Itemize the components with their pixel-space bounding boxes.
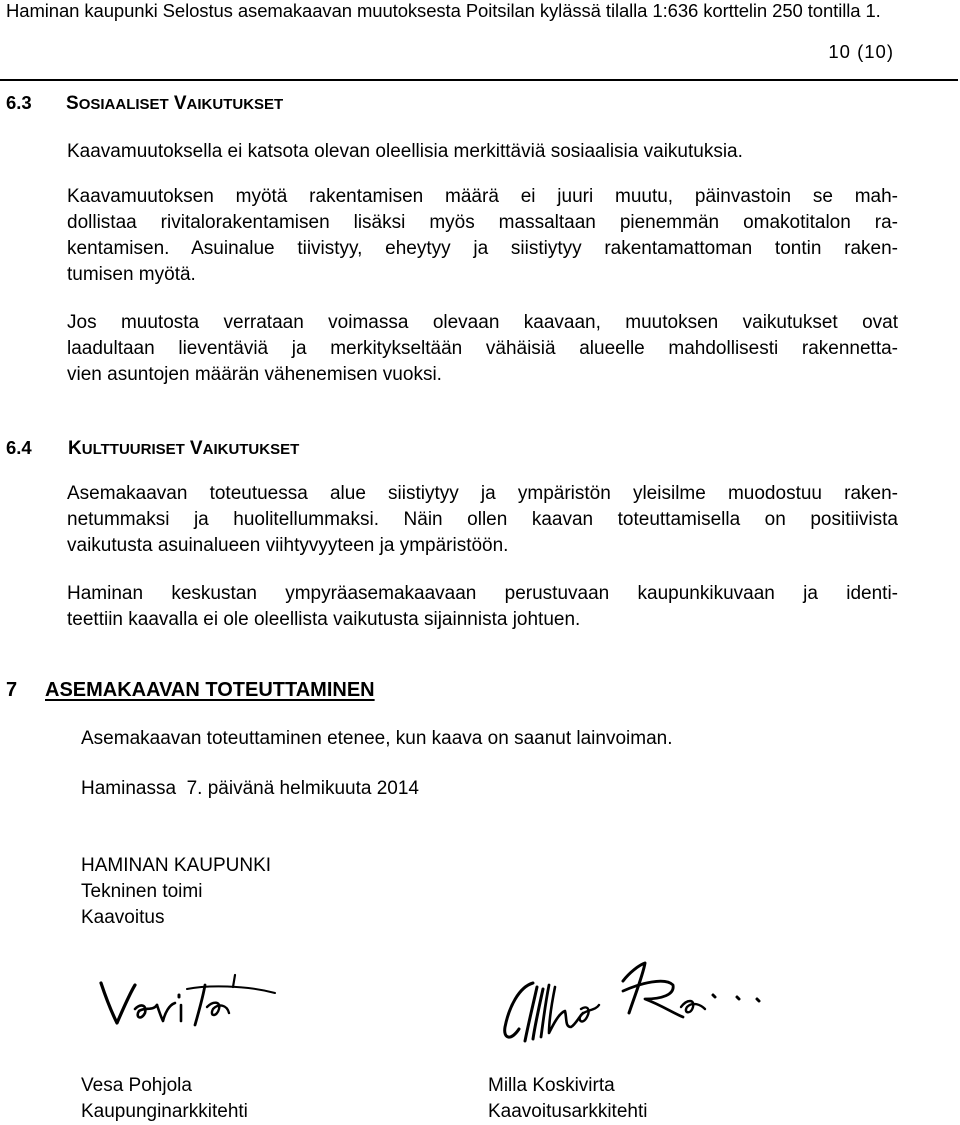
- paragraph-line: vien asuntojen määrän vähenemisen vuoksi.: [67, 364, 442, 385]
- chapter-7-paragraph: Asemakaavan toteuttaminen etenee, kun kaava on saanut lainvoiman.: [81, 728, 673, 749]
- section-6-3-title: [66, 92, 283, 115]
- section-6-3-paragraph-2: [67, 184, 898, 288]
- signatory-1-role: Kaupunginarkkitehti: [81, 1101, 248, 1122]
- paragraph-line: teettiin kaavalla ei ole oleellista vaikutusta sijainnista johtuen.: [67, 609, 581, 630]
- organization-name: HAMINAN KAUPUNKI: [81, 855, 272, 876]
- paragraph-line: tumisen myötä.: [67, 264, 196, 285]
- document-header-title: Haminan kaupunki Selostus asemakaavan muutoksesta Poitsilan kylässä tilalla 1:636 korttelin 250 tontilla 1.: [6, 0, 881, 21]
- section-6-3-title-rest-2: AIKUTUKSET: [186, 96, 284, 113]
- page-number: 10 (10): [828, 41, 894, 62]
- signatory-1-name: Vesa Pohjola: [81, 1075, 192, 1096]
- signatory-2-name: Milla Koskivirta: [488, 1075, 615, 1096]
- paragraph-line: Haminan keskustan ympyräasemakaavaan perustuvaan kaupunkikuvaan ja identi-: [67, 583, 898, 604]
- section-6-4-title-initial-2: V: [189, 438, 203, 459]
- paragraph-line: Jos muutosta verrataan voimassa olevaan kaavaan, muutoksen vaikutukset ovat: [67, 312, 898, 333]
- chapter-7-title: ASEMAKAAVAN TOTEUTTAMINEN: [45, 679, 375, 701]
- paragraph-line: Kaavamuutoksen myötä rakentamisen määrä ei juuri muutu, päinvastoin se mah-: [67, 186, 898, 207]
- organization-unit: Kaavoitus: [81, 907, 165, 928]
- signature-vesa-pohjola: [95, 965, 280, 1035]
- paragraph-line: laadultaan lieventäviä ja merkitykseltään vähäisiä alueelle mahdollisesti rakennetta-: [67, 338, 898, 359]
- signatory-2-role: Kaavoitusarkkitehti: [488, 1101, 648, 1122]
- section-6-4-title-rest-2: AIKUTUKSET: [202, 441, 300, 458]
- section-6-3-title-initial-2: V: [173, 93, 187, 114]
- section-6-4-paragraph-2: [67, 581, 898, 633]
- paragraph-line: dollistaa rivitalorakentamisen lisäksi myös massaltaan pienemmän omakotitalon ra-: [67, 212, 898, 233]
- section-6-4-title-initial-1: K: [68, 438, 82, 459]
- section-6-3-paragraph-1: Kaavamuutoksella ei katsota olevan oleellisia merkittäviä sosiaalisia vaikutuksia.: [67, 141, 743, 162]
- organization-department: Tekninen toimi: [81, 881, 203, 902]
- signature-milla-koskivirta: [495, 955, 785, 1050]
- section-6-3-number: 6.3: [6, 92, 32, 113]
- section-6-3-paragraph-3: [67, 310, 898, 388]
- section-6-4-title-rest-1: ULTTUURISET: [81, 441, 185, 458]
- paragraph-line: kentamisen. Asuinalue tiivistyy, eheytyy ja siistiytyy rakentamattoman tontin raken-: [67, 238, 898, 259]
- place-and-date: Haminassa 7. päivänä helmikuuta 2014: [81, 778, 419, 799]
- section-6-3-title-rest-1: OSIAALISET: [78, 96, 169, 113]
- section-6-4-paragraph-1: [67, 481, 898, 559]
- section-6-4-title: [68, 437, 299, 460]
- section-6-4-number: 6.4: [6, 437, 32, 458]
- paragraph-line: vaikutusta asuinalueen viihtyvyyteen ja ympäristöön.: [67, 535, 509, 556]
- chapter-7-number: 7: [6, 679, 18, 701]
- section-6-3-title-initial-1: S: [66, 93, 79, 114]
- header-divider: [0, 79, 958, 81]
- paragraph-line: netummaksi ja huolitellummaksi. Näin ollen kaavan toteuttamisella on positiivista: [67, 509, 898, 530]
- paragraph-line: Asemakaavan toteutuessa alue siistiytyy ja ympäristön yleisilme muodostuu raken-: [67, 483, 898, 504]
